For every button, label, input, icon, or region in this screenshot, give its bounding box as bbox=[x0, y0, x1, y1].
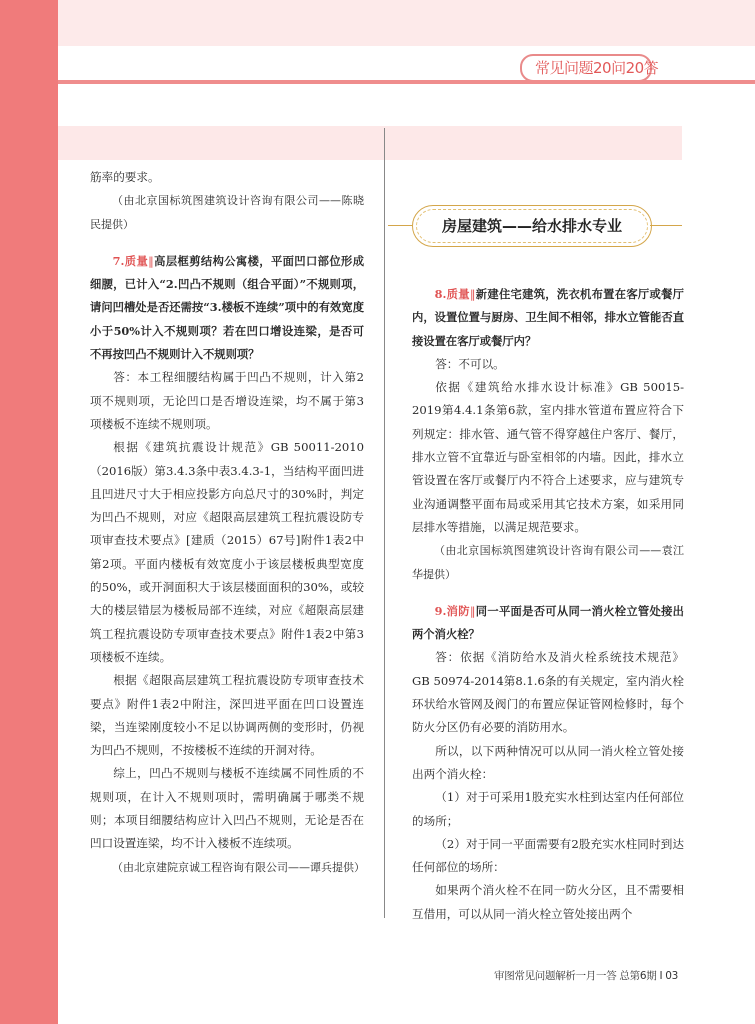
answer-paragraph: 依据《建筑给水排水设计标准》GB 50015-2019第4.4.1条第6款，室内排水管道布置应符合下列规定：排水管、通气管不得穿越住户客厅、餐厅，排水立管不宜靠近与卧室相邻的内墙。因此，排水立管设置在客厅或餐厅内不符合上述要求，应与建筑专业沟通调整平面布局或采用其它技术方案，如采用同层排水等措施，以满足规范要求。 bbox=[412, 380, 684, 534]
header-rule bbox=[58, 80, 755, 84]
question-text: 新建住宅建筑，洗衣机布置在客厅或餐厅内，设置位置与厨房、卫生间不相邻，排水立管能否直接设置在客厅或餐厅内？ bbox=[412, 287, 684, 348]
answer-paragraph: 答：不可以。 bbox=[435, 356, 505, 371]
credit-line: （由北京建院京诚工程咨询有限公司——谭兵提供） bbox=[112, 860, 365, 874]
question-8 bbox=[412, 283, 684, 353]
answer-paragraph: 综上，凹凸不规则与楼板不连续属不同性质的不规则项，在计入不规则项时，需明确属于哪类不规则；本项目细腰结构应计入凹凸不规则，无论是否在凹口设置连梁，均不计入楼板不连续项。 bbox=[90, 766, 364, 851]
credit-line: （由北京国标筑图建筑设计咨询有限公司——袁江华提供） bbox=[412, 544, 684, 581]
section-title-box bbox=[412, 205, 652, 247]
question-separator: ‖ bbox=[469, 288, 476, 301]
content-tint-band bbox=[58, 126, 682, 160]
paragraph: 筋率的要求。 bbox=[90, 170, 160, 184]
column-divider bbox=[384, 128, 385, 918]
answer-paragraph: 答：依据《消防给水及消火栓系统技术规范》GB 50974-2014第8.1.6条的有关规定，室内消火栓环状给水管网及阀门的布置应保证管网检修时，每个防火分区仍有必要的消防用水。 bbox=[412, 650, 684, 735]
right-column bbox=[412, 283, 684, 926]
answer-paragraph: 所以，以下两种情况可以从同一消火栓立管处接出两个消火栓： bbox=[412, 743, 684, 781]
section-title-rule-left bbox=[388, 225, 412, 226]
question-number: 9. bbox=[434, 603, 447, 618]
question-text: 同一平面是否可从同一消火栓立管处接出两个消火栓？ bbox=[412, 603, 684, 642]
question-number: 8. bbox=[434, 287, 447, 301]
answer-paragraph: （1）对于可采用1股充实水柱到达室内任何部位的场所； bbox=[412, 790, 684, 828]
section-title: 房屋建筑——给水排水专业 bbox=[441, 217, 622, 235]
question-9 bbox=[412, 600, 684, 647]
answer-paragraph: 答：本工程细腰结构属于凹凸不规则，计入第2项不规则项，无论凹口是否增设连梁，均不属于第3项楼板不连续不规则项。 bbox=[90, 370, 364, 431]
question-tag: 消防 bbox=[446, 603, 470, 618]
answer-paragraph: （2）对于同一平面需要有2股充实水柱同时到达任何部位的场所： bbox=[412, 836, 684, 875]
question-tag: 质量 bbox=[446, 287, 470, 301]
question-tag: 质量 bbox=[124, 253, 149, 268]
question-separator: ‖ bbox=[469, 604, 476, 618]
left-column bbox=[90, 166, 364, 879]
answer-paragraph: 根据《超限高层建筑工程抗震设防专项审查技术要点》附件1表2中附注，深凹进平面在凹口设置连梁，当连梁刚度较小不足以协调两侧的变形时，仍视为凹凸不规则，不按楼板不连续的开洞对待。 bbox=[90, 673, 364, 758]
answer-paragraph: 根据《建筑抗震设计规范》GB 50011-2010（2016版）第3.4.3条中表3.4.3-1，当结构平面凹进且凹进尺寸大于相应投影方向总尺寸的30%时，判定为凹凸不规则，对应《超限高层建筑工程抗震设防专项审查技术要点》[建质（2015）67号]附件1表2中第2项。平面内楼板有效宽度小于该层楼板典型宽度的50%，或开洞面积大于该层楼面面积的30%，或较大的楼层错层为楼板局部不连续，对应《超限高层建筑工程抗震设防专项审查技术要点》附件1表2中第3项楼板不连续。 bbox=[90, 440, 364, 664]
credit-line: （由北京国标筑图建筑设计咨询有限公司——陈晓民提供） bbox=[90, 194, 364, 231]
left-color-band bbox=[0, 0, 58, 1024]
top-tint-band bbox=[58, 0, 755, 46]
question-text: 高层框剪结构公寓楼，平面凹口部位形成细腰，已计入“2.凹凸不规则（组合平面）”不规则项，请问凹槽处是否还需按“3.楼板不连续”项中的有效宽度小于50%计入不规则项？若在凹口增设连梁，是否可不再按凹凸不规则计入不规则项？ bbox=[90, 253, 364, 362]
page-footer: 审图常见问题解析一月一答 总第6期 Ι 03 bbox=[494, 970, 679, 982]
question-7 bbox=[90, 250, 364, 366]
question-separator: ‖ bbox=[148, 254, 154, 268]
section-title-rule-right bbox=[650, 225, 682, 226]
header-badge-text: 常见问题20问20答 bbox=[535, 59, 659, 77]
question-number: 7. bbox=[112, 253, 125, 268]
answer-paragraph: 如果两个消火栓不在同一防火分区，且不需要相互借用，可以从同一消火栓立管处接出两个 bbox=[412, 883, 684, 921]
